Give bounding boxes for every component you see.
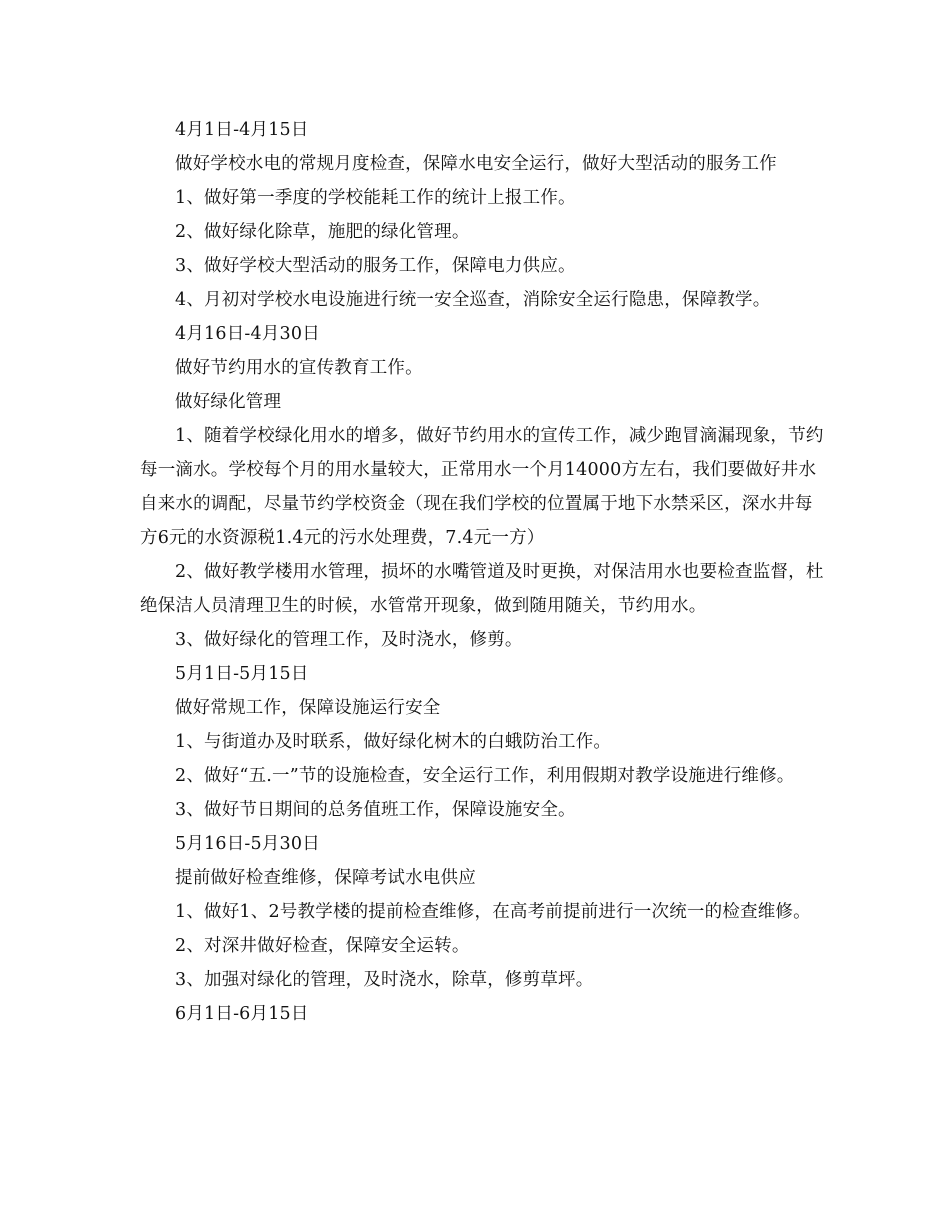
paragraph: 3、做好节日期间的总务值班工作，保障设施安全。 xyxy=(175,800,576,820)
document-page xyxy=(140,113,830,1031)
paragraph: 提前做好检查维修，保障考试水电供应 xyxy=(175,868,476,888)
paragraph: 1、做好第一季度的学校能耗工作的统计上报工作。 xyxy=(175,188,576,208)
paragraph: 3、做好学校大型活动的服务工作，保障电力供应。 xyxy=(175,256,576,276)
paragraph: 3、加强对绿化的管理，及时浇水，除草，修剪草坪。 xyxy=(175,970,594,990)
paragraph: 4、月初对学校水电设施进行统一安全巡查，消除安全运行隐患，保障教学。 xyxy=(175,290,771,310)
date-heading-apr-16-30: 4月16日-4月30日 xyxy=(175,324,320,344)
date-heading-may-1-15: 5月1日-5月15日 xyxy=(175,664,309,684)
date-heading-apr-1-15: 4月1日-4月15日 xyxy=(175,120,309,140)
paragraph: 1、与街道办及时联系，做好绿化树木的白蛾防治工作。 xyxy=(175,732,612,752)
paragraph: 3、做好绿化的管理工作，及时浇水，修剪。 xyxy=(175,630,523,650)
paragraph: 1、随着学校绿化用水的增多，做好节约用水的宣传工作，减少跑冒滴漏现象，节约每一滴水。学校每个月的用水量较大，正常用水一个月14000方左右，我们要做好井水自来水的调配，尽量节约学校资金（现在我们学校的位置属于地下水禁采区，深水井每方6元的水资源税1.4元的污水处理费，7.4元一方） xyxy=(140,426,824,548)
paragraph: 2、做好绿化除草，施肥的绿化管理。 xyxy=(175,222,470,242)
paragraph: 做好学校水电的常规月度检查，保障水电安全运行，做好大型活动的服务工作 xyxy=(175,154,777,174)
date-heading-jun-1-15: 6月1日-6月15日 xyxy=(175,1004,309,1024)
paragraph: 1、做好1、2号教学楼的提前检查维修，在高考前提前进行一次统一的检查维修。 xyxy=(175,902,811,922)
paragraph: 2、做好教学楼用水管理，损坏的水嘴管道及时更换，对保洁用水也要检查监督，杜绝保洁人员清理卫生的时候，水管常开现象，做到随用随关，节约用水。 xyxy=(140,562,824,616)
paragraph: 2、做好“五.一”节的设施检查，安全运行工作，利用假期对教学设施进行维修。 xyxy=(175,766,795,786)
paragraph: 做好节约用水的宣传教育工作。 xyxy=(175,358,423,378)
paragraph: 2、对深井做好检查，保障安全运转。 xyxy=(175,936,470,956)
paragraph: 做好常规工作，保障设施运行安全 xyxy=(175,698,441,718)
paragraph: 做好绿化管理 xyxy=(175,392,282,412)
date-heading-may-16-30: 5月16日-5月30日 xyxy=(175,834,320,854)
